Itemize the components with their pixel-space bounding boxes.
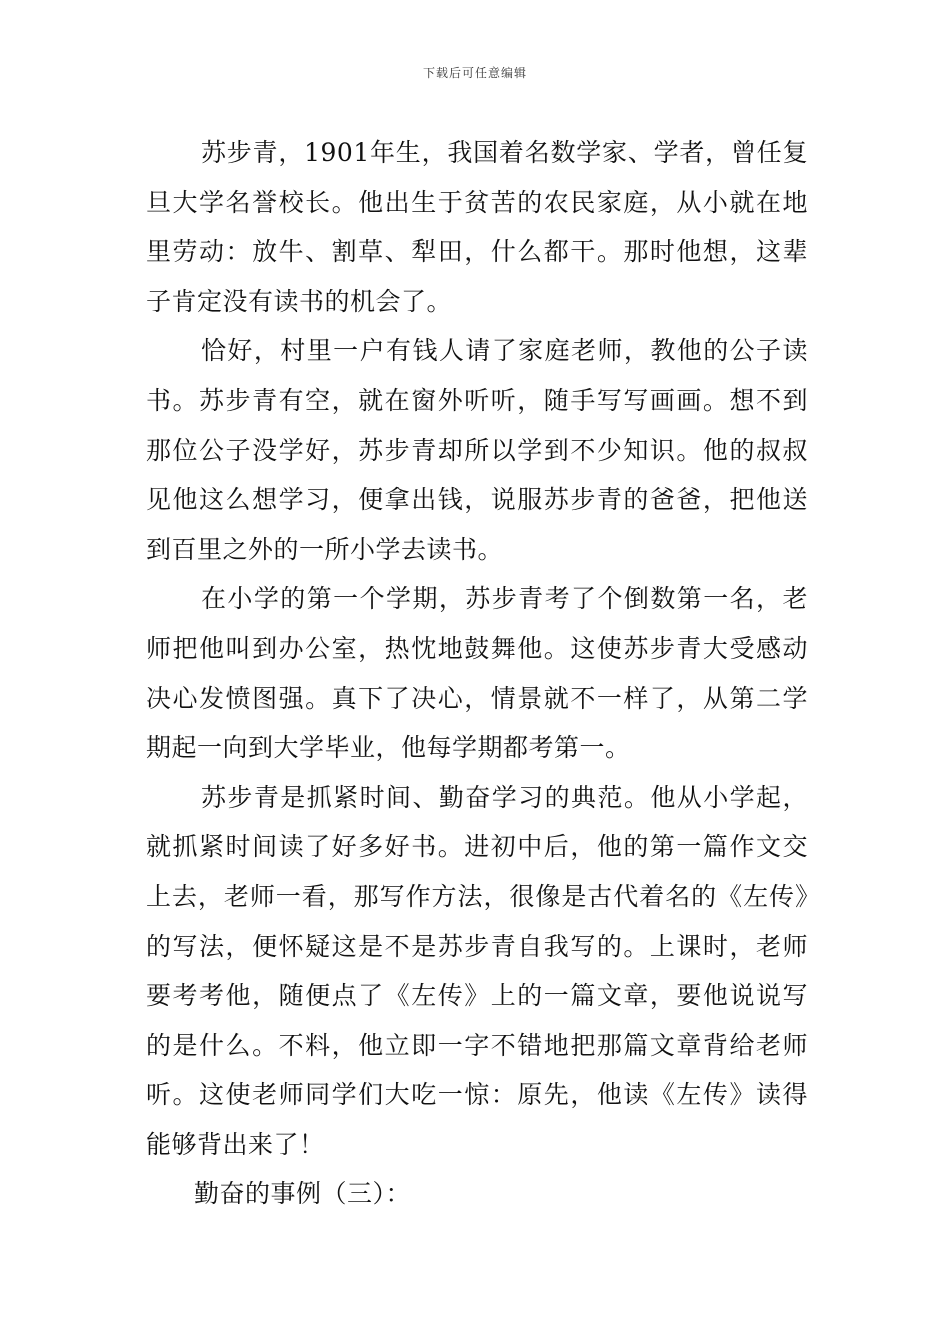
paragraph-1: 苏步青，1901年生，我国着名数学家、学者，曾任复旦大学名誉校长。他出生于贫苦的农民家庭，从小就在地里劳动：放牛、割草、犁田，什么都干。那时他想，这辈子肯定没有读书的机会了。 [146, 138, 808, 316]
section-heading: 勤奋的事例（三）： [194, 1179, 412, 1209]
paragraph-4: 苏步青是抓紧时间、勤奋学习的典范。他从小学起，就抓紧时间读了好多好书。进初中后，他的第一篇作文交上去，老师一看，那写作方法，很像是古代着名的《左传》的写法，便怀疑这是不是苏步青自我写的。上课时，老师要考考他，随便点了《左传》上的一篇文章，要他说说写的是什么。不料，他立即一字不错地把那篇文章背给老师听。这使老师同学们大吃一惊：原先，他读《左传》读得能够背出来了！ [146, 782, 808, 1159]
document-body [146, 128, 808, 1219]
paragraph-2: 恰好，村里一户有钱人请了家庭老师，教他的公子读书。苏步青有空，就在窗外听听，随手写写画画。想不到那位公子没学好，苏步青却所以学到不少知识。他的叔叔见他这么想学习，便拿出钱，说服苏步青的爸爸，把他送到百里之外的一所小学去读书。 [146, 336, 808, 564]
paragraph-3: 在小学的第一个学期，苏步青考了个倒数第一名，老师把他叫到办公室，热忱地鼓舞他。这使苏步青大受感动决心发愤图强。真下了决心，情景就不一样了，从第二学期起一向到大学毕业，他每学期都考第一。 [146, 584, 808, 763]
page-header: 下载后可任意编辑 [422, 66, 527, 80]
